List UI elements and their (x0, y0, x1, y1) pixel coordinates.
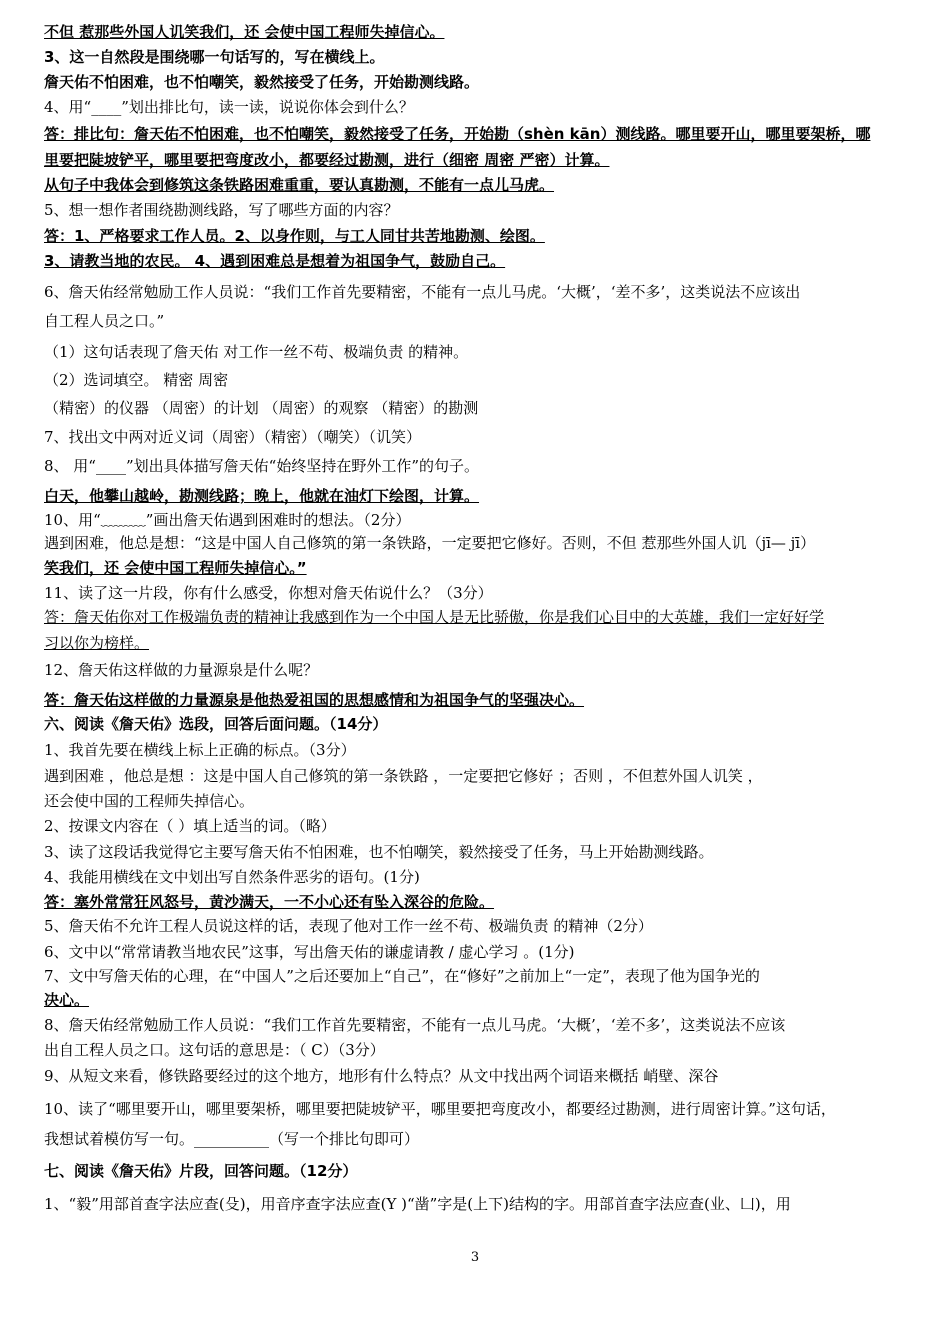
text-line: 答：詹天佑你对工作极端负责的精神让我感到作为一个中国人是无比骄傲，你是我们心目中的大英雄，我们一定好好学 (44, 608, 825, 626)
text-line: 2、按课文内容在（ ）填上适当的词。（略） (44, 817, 336, 835)
text-line: 詹天佑不怕困难，也不怕嘲笑，毅然接受了任务，开始勘测线路。 (44, 73, 480, 91)
text-line: 答：詹天佑这样做的力量源泉是他热爱祖国的思想感情和为祖国争气的坚强决心。 (44, 691, 585, 709)
text-line: 里要把陡坡铲平，哪里要把弯度改小，都要经过勘测，进行（细密 周密 严密）计算。 (44, 151, 610, 169)
text-line: 10、用“﹏﹏﹏”画出詹天佑遇到困难时的想法。（2分） (44, 511, 411, 529)
text-line: 1、我首先要在横线上标上正确的标点。（3分） (44, 741, 356, 759)
text-line: （精密）的仪器 （周密）的计划 （周密）的观察 （精密）的勘测 (44, 399, 479, 417)
text-line: 遇到困难 ，他总是想 ：这是中国人自己修筑的第一条铁路 ，一定要把它修好 ；否则 ，不但惹外国人讥笑 ， (44, 767, 763, 785)
text-line: 六、阅读《詹天佑》选段，回答后面问题。（14分） (44, 715, 388, 733)
text-line: 12、詹天佑这样做的力量源泉是什么呢？ (44, 661, 319, 679)
text-line: 不但 惹那些外国人讥笑我们，还 会使中国工程师失掉信心。 (44, 23, 445, 41)
text-line: 3、这一自然段是围绕哪一句话写的，写在横线上。 (44, 48, 385, 66)
text-line: 从句子中我体会到修筑这条铁路困难重重，要认真勘测，不能有一点儿马虎。 (44, 176, 555, 194)
text-line: 答：塞外常常狂风怒号，黄沙满天，一不小心还有坠入深谷的危险。 (44, 893, 495, 911)
text-line: 自工程人员之口。” (44, 312, 165, 330)
text-line: 8、詹天佑经常勉励工作人员说：“我们工作首先要精密，不能有一点儿马虎。‘大概’，‘差不多’，这类说法不应该 (44, 1016, 786, 1034)
text-line: 七、阅读《詹天佑》片段，回答问题。（12分） (44, 1162, 358, 1180)
text-line: 7、文中写詹天佑的心理，在“中国人”之后还要加上“自己”，在“修好”之前加上“一定”，表现了他为国争光的 (44, 967, 760, 985)
text-line: 答：排比句：詹天佑不怕困难，也不怕嘲笑，毅然接受了任务，开始勘（shèn kān）测线路。哪里要开山，哪里要架桥，哪 (44, 125, 871, 143)
page-number: 3 (470, 1250, 480, 1265)
text-line: 1、“毅”用部首查字法应查(殳)，用音序查字法应查(Y )“凿”字是(上下)结构的字。用部首查字法应查(业、凵)，用 (44, 1195, 791, 1213)
text-line: 6、文中以“常常请教当地农民”这事，写出詹天佑的谦虚请教 / 虚心学习 。(1分) (44, 943, 575, 961)
text-line: （2）选词填空。 精密 周密 (44, 371, 229, 389)
text-line: 5、詹天佑不允许工程人员说这样的话，表现了他对工作一丝不苟、极端负责 的精神（2分） (44, 917, 653, 935)
text-line: 4、用“____”划出排比句，读一读，说说你体会到什么？ (44, 98, 414, 116)
text-line: 还会使中国的工程师失掉信心。 (44, 792, 255, 810)
text-line: 5、想一想作者围绕勘测线路，写了哪些方面的内容？ (44, 201, 399, 219)
text-line: 11、读了这一片段，你有什么感受，你想对詹天佑说什么？（3分） (44, 584, 493, 602)
text-line: 3、请教当地的农民。 4、遇到困难总是想着为祖国争气，鼓励自己。 (44, 252, 506, 270)
text-line: 10、读了“哪里要开山，哪里要架桥，哪里要把陡坡铲平，哪里要把弯度改小，都要经过勘测，进行周密计算。”这句话， (44, 1100, 836, 1118)
text-line: 我想试着模仿写一句。__________（写一个排比句即可） (44, 1130, 420, 1148)
text-line: 遇到困难，他总是想：“这是中国人自己修筑的第一条铁路，一定要把它修好。否则，不但 惹那些外国人讥（jī— jī） (44, 534, 816, 552)
text-line: 6、詹天佑经常勉励工作人员说：“我们工作首先要精密，不能有一点儿马虎。‘大概’，‘差不多’，这类说法不应该出 (44, 283, 801, 301)
text-line: 4、我能用横线在文中划出写自然条件恶劣的语句。(1分) (44, 868, 420, 886)
text-line: 9、从短文来看，修铁路要经过的这个地方，地形有什么特点？从文中找出两个词语来概括 峭壁、深谷 (44, 1067, 719, 1085)
text-line: 决心。 (44, 991, 90, 1009)
text-line: 习以你为榜样。 (44, 634, 150, 652)
text-line: 答：1、严格要求工作人员。2、以身作则，与工人同甘共苦地勘测、绘图。 (44, 227, 545, 245)
text-line: 白天，他攀山越岭，勘测线路；晚上，他就在油灯下绘图，计算。 (44, 487, 480, 505)
text-line: 7、找出文中两对近义词（周密）（精密）（嘲笑）（讥笑） (44, 428, 422, 446)
text-line: 笑我们，还 会使中国工程师失掉信心。” (44, 559, 307, 577)
text-line: 3、读了这段话我觉得它主要写詹天佑不怕困难，也不怕嘲笑，毅然接受了任务，马上开始勘测线路。 (44, 843, 714, 861)
text-line: 8、 用“____”划出具体描写詹天佑“始终坚持在野外工作”的句子。 (44, 457, 479, 475)
text-line: 出自工程人员之口。这句话的意思是：（ C）（3分） (44, 1041, 385, 1059)
text-line: （1）这句话表现了詹天佑 对工作一丝不苟、极端负责 的精神。 (44, 343, 469, 361)
